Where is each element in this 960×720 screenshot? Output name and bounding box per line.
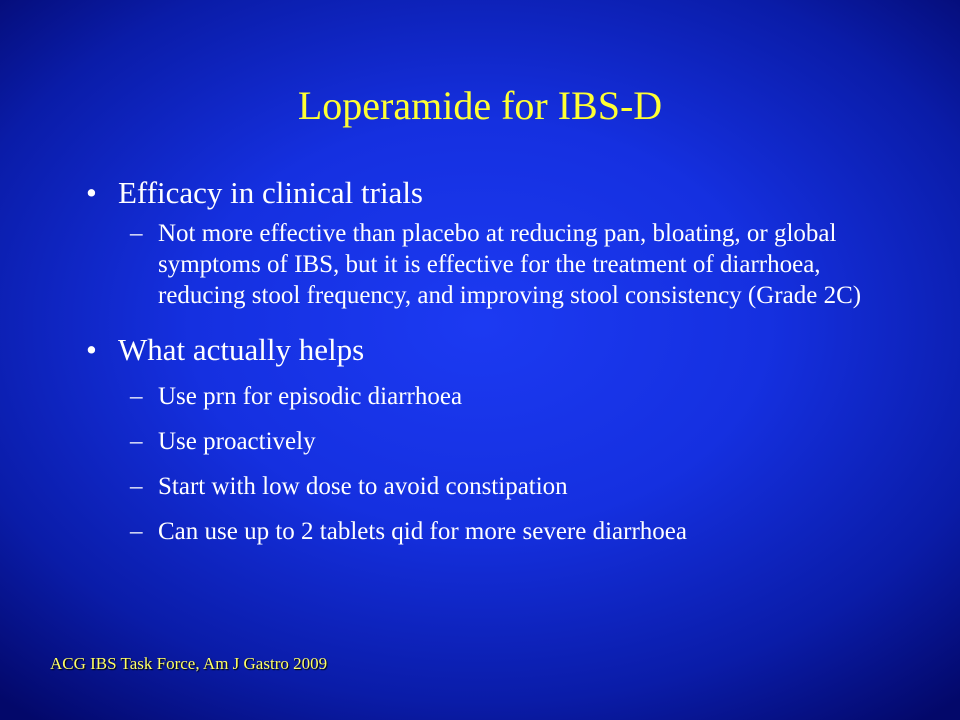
subitem-marker: –: [130, 383, 143, 410]
subitem-marker: –: [130, 518, 143, 545]
subitem-marker: –: [130, 220, 143, 247]
subitem-marker: –: [130, 473, 143, 500]
slide-content: [86, 172, 886, 561]
subitem-prn: [86, 381, 878, 412]
bullet-marker: •: [86, 175, 97, 210]
bullet-efficacy: [86, 172, 886, 214]
subitem-text: Start with low dose to avoid constipation: [158, 473, 568, 500]
bullet-text: What actually helps: [118, 332, 365, 367]
slide-title: Loperamide for IBS-D: [297, 83, 663, 128]
bullet-text: Efficacy in clinical trials: [118, 175, 423, 210]
bullet-marker: •: [86, 332, 97, 367]
subitem-text: Can use up to 2 tablets qid for more severe diarrhoea: [158, 518, 687, 545]
subitem-text: Use prn for episodic diarrhoea: [158, 383, 463, 410]
subitem-proactive: [86, 426, 878, 457]
subitem-text: Use proactively: [158, 428, 316, 455]
bullet-what-helps: [86, 329, 886, 371]
citation-footer: ACG IBS Task Force, Am J Gastro 2009: [50, 654, 328, 673]
subitem-efficacy-detail: [86, 218, 878, 311]
subitem-low-dose: [86, 471, 878, 502]
subitem-max-dose: [86, 516, 878, 547]
subitem-text: Not more effective than placebo at reducing pan, bloating, or global symptoms of IBS, but it is effective for the treatment of diarrhoea, reducing stool frequency, and improving stool consistency (Grade 2C): [158, 220, 862, 309]
subitem-marker: –: [130, 428, 143, 455]
